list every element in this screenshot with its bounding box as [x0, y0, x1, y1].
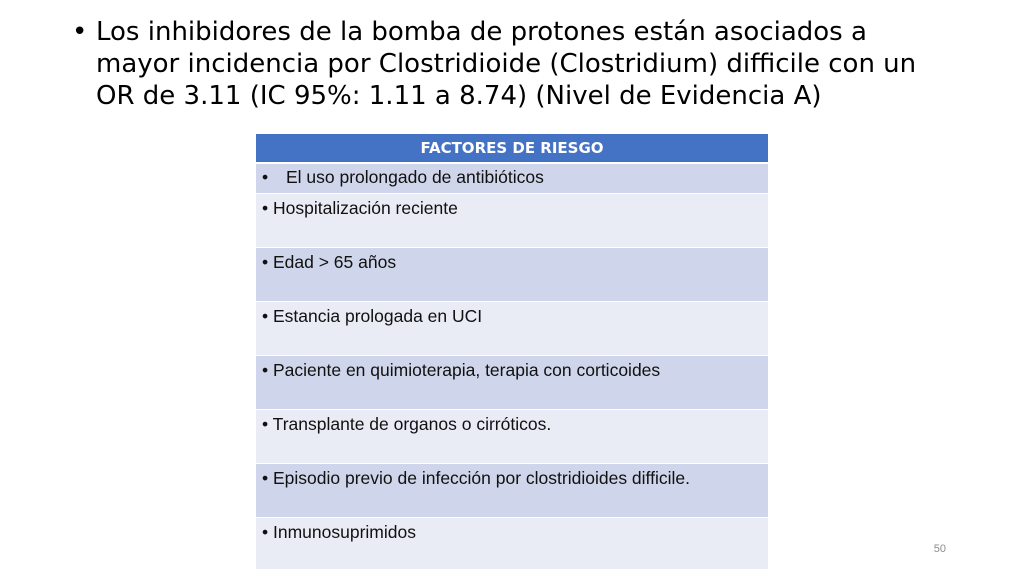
- table-cell: [256, 163, 768, 194]
- table-cell: • Estancia prologada en UCI: [256, 302, 768, 356]
- table-row: [256, 194, 768, 248]
- table-cell: • Paciente en quimioterapia, terapia con corticoides: [256, 356, 768, 410]
- main-bullet: [72, 16, 972, 112]
- table-row: [256, 464, 768, 518]
- table-row: [256, 248, 768, 302]
- table-row: [256, 356, 768, 410]
- risk-factors-table: [256, 134, 768, 570]
- main-bullet-text: Los inhibidores de la bomba de protones están asociados a mayor incidencia por Clostridioide (Clostridium) difficile con un OR de 3.11 (IC 95%: 1.11 a 8.74) (Nivel de Evidencia A): [96, 17, 917, 111]
- row-text: El uso prolongado de antibióticos: [286, 167, 544, 187]
- table-row: [256, 410, 768, 464]
- table-cell: • Hospitalización reciente: [256, 194, 768, 248]
- slide-number: 50: [933, 543, 946, 555]
- table-cell: • Transplante de organos o cirróticos.: [256, 410, 768, 464]
- table-row: [256, 518, 768, 570]
- table-cell: • Edad > 65 años: [256, 248, 768, 302]
- table-row: [256, 163, 768, 194]
- row-bullet: •: [262, 167, 269, 187]
- table-cell: • Inmunosuprimidos: [256, 518, 768, 570]
- table-header: FACTORES DE RIESGO: [256, 134, 768, 163]
- table-header-row: [256, 134, 768, 163]
- table-row: [256, 302, 768, 356]
- bullet-marker: •: [72, 17, 88, 47]
- table-cell: • Episodio previo de infección por clostridioides difficile.: [256, 464, 768, 518]
